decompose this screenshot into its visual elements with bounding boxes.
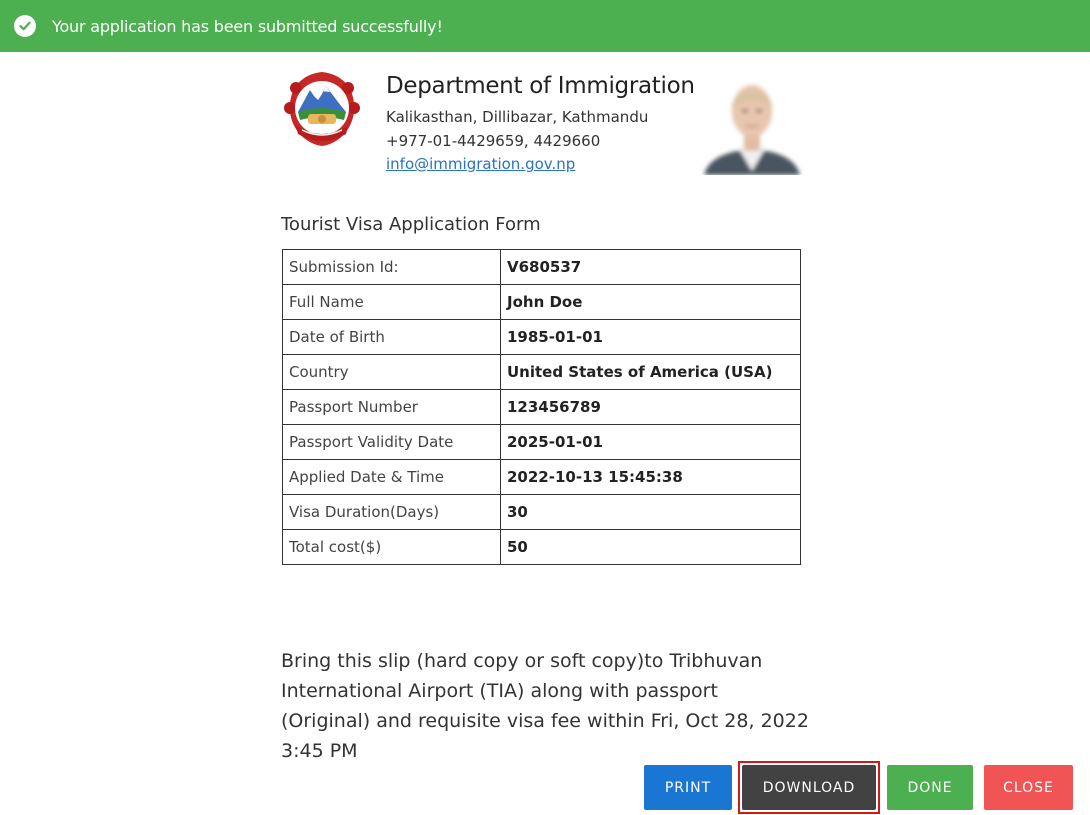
table-row (283, 390, 801, 425)
row-value: 2025-01-01 (501, 425, 801, 460)
row-value: 123456789 (501, 390, 801, 425)
department-address: Kalikasthan, Dillibazar, Kathmandu (386, 108, 649, 126)
check-circle-icon (14, 15, 36, 37)
table-row (283, 285, 801, 320)
table-row (283, 355, 801, 390)
row-value: 50 (501, 530, 801, 565)
row-value: V680537 (501, 250, 801, 285)
table-row (283, 460, 801, 495)
table-row (283, 250, 801, 285)
nepal-emblem-icon (282, 68, 362, 150)
row-label: Full Name (283, 285, 501, 320)
application-details-table (282, 249, 801, 565)
row-value: John Doe (501, 285, 801, 320)
done-button[interactable]: DONE (887, 765, 973, 810)
row-label: Passport Number (283, 390, 501, 425)
print-button[interactable]: PRINT (644, 765, 732, 810)
table-row (283, 530, 801, 565)
table-row (283, 495, 801, 530)
row-label: Total cost($) (283, 530, 501, 565)
table-row (283, 320, 801, 355)
row-label: Country (283, 355, 501, 390)
row-label: Passport Validity Date (283, 425, 501, 460)
applicant-photo (700, 75, 804, 175)
department-phone: +977-01-4429659, 4429660 (386, 132, 601, 150)
row-label: Date of Birth (283, 320, 501, 355)
success-message: Your application has been submitted successfully! (52, 16, 443, 36)
row-value: United States of America (USA) (501, 355, 801, 390)
row-label: Visa Duration(Days) (283, 495, 501, 530)
row-label: Submission Id: (283, 250, 501, 285)
form-title: Tourist Visa Application Form (281, 214, 541, 235)
close-button[interactable]: CLOSE (984, 765, 1073, 810)
row-value: 2022-10-13 15:45:38 (501, 460, 801, 495)
row-value: 1985-01-01 (501, 320, 801, 355)
row-value: 30 (501, 495, 801, 530)
department-email-link[interactable]: info@immigration.gov.np (386, 155, 576, 173)
table-row (283, 425, 801, 460)
row-label: Applied Date & Time (283, 460, 501, 495)
instruction-note: Bring this slip (hard copy or soft copy)to Tribhuvan International Airport (TIA) along with passport (Original) and requisite visa fee within Fri, Oct 28, 2022 3:45 PM (281, 650, 809, 762)
download-button[interactable]: DOWNLOAD (742, 765, 876, 810)
success-banner (0, 0, 1090, 52)
department-title: Department of Immigration (386, 73, 695, 99)
